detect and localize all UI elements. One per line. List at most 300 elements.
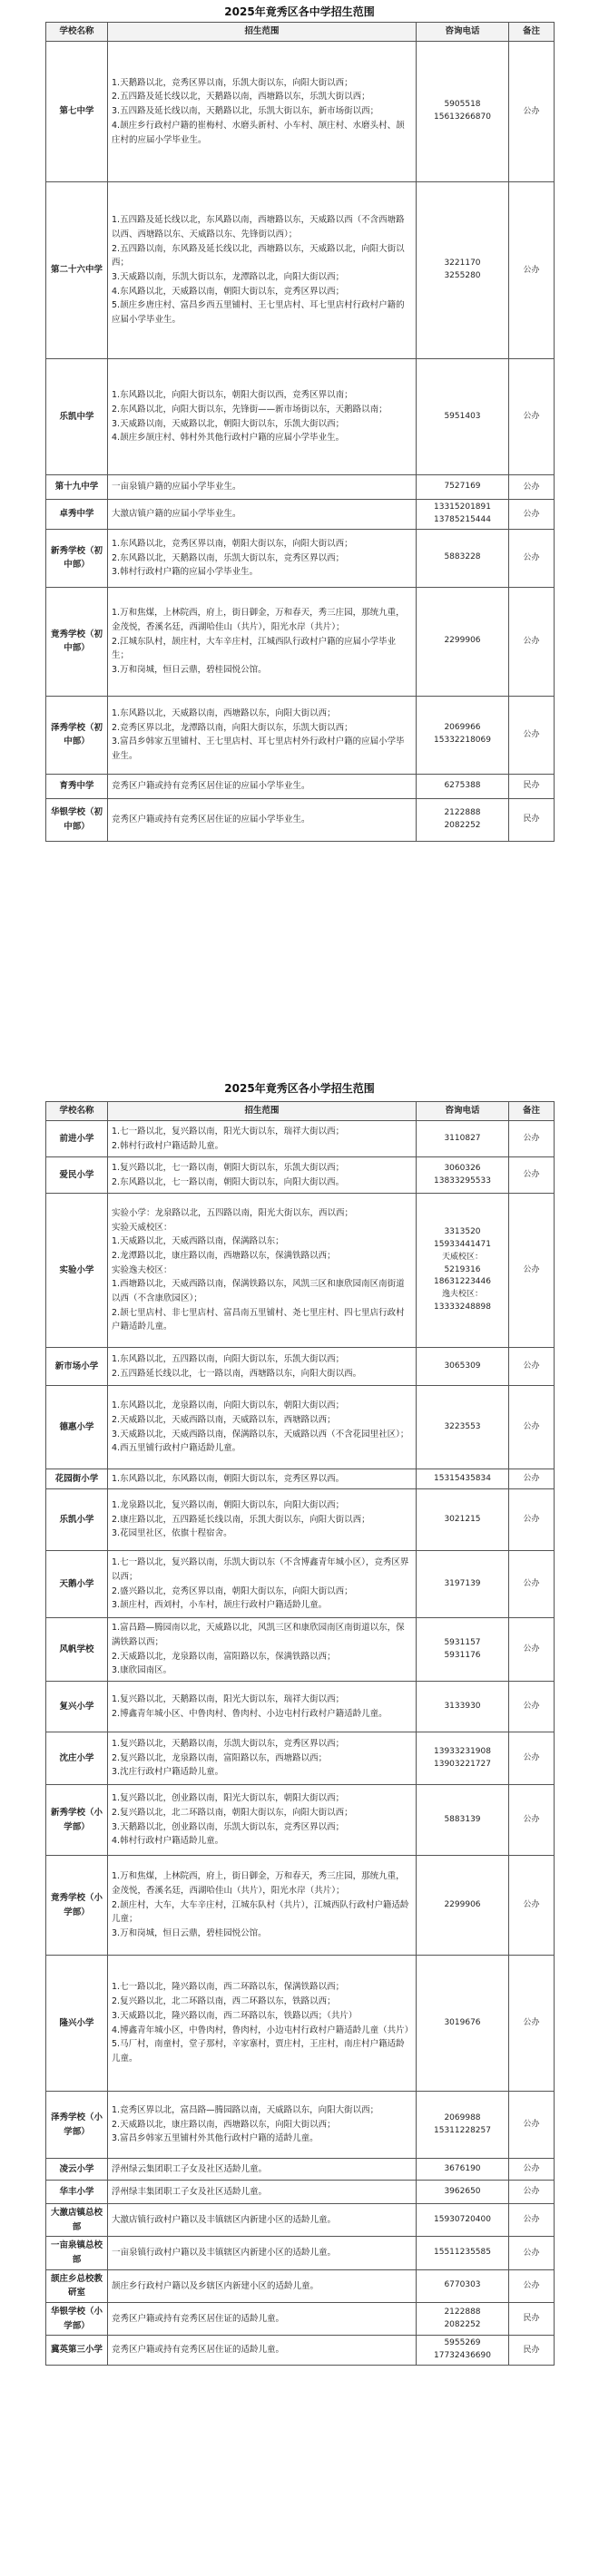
table-row [46, 587, 555, 696]
consult-phone [417, 475, 509, 500]
consult-phone [417, 1121, 509, 1157]
range-line: 2.天威路以北，天威西路以南，天威路以东，西塘路以西； [112, 1414, 336, 1425]
enrollment-range [108, 587, 417, 696]
phone-number: 6770303 [444, 2280, 481, 2290]
range-line: 2.五四路以南，东风路及延长线以北，西塘路以东，天威路以北，向阳大街以西； [112, 243, 405, 268]
range-line: 2.天威路以北，龙泉路以南，富阳路以东，保满铁路以西； [112, 1651, 336, 1662]
table-row [46, 1551, 555, 1618]
consult-phone [417, 1682, 509, 1732]
header-range: 招生范围 [108, 23, 417, 42]
table-row [46, 1386, 555, 1469]
enrollment-range [108, 1121, 417, 1157]
range-line: 2.复兴路以北，龙泉路以南，富阳路以东，西塘路以西； [112, 1752, 328, 1763]
header-school-name: 学校名称 [46, 23, 108, 42]
school-name: 泽秀学校（初中部） [46, 696, 108, 774]
school-name: 泽秀学校（小学部） [46, 2092, 108, 2159]
middle-school-title: 2025年竟秀区各中学招生范围 [224, 5, 375, 18]
school-name: 一亩泉镇总校部 [46, 2237, 108, 2269]
enrollment-range [108, 182, 417, 359]
range-line: 2.东风路以北，向阳大街以东，先锋街——新市场街以东，天鹅路以南； [112, 404, 388, 415]
consult-phone [417, 182, 509, 359]
phone-number: 13903221727 [434, 1759, 491, 1769]
school-type-note: 公办 [509, 1551, 555, 1618]
school-name: 竟秀学校（初中部） [46, 587, 108, 696]
table-row [46, 1489, 555, 1551]
table-row [46, 1956, 555, 2092]
range-line: 2.康庄路以北，五四路延长线以南，乐凯大街以东，向阳大街以西； [112, 1514, 370, 1525]
phone-number: 17732436690 [434, 2351, 491, 2361]
phone-number: 5955269 [444, 2338, 481, 2348]
enrollment-range [108, 1489, 417, 1551]
phone-number: 5905518 [444, 100, 481, 110]
phone-number: 3223553 [444, 1421, 481, 1431]
school-type-note: 公办 [509, 529, 555, 587]
phone-number: 3197139 [444, 1578, 481, 1588]
enrollment-range [108, 2159, 417, 2181]
range-line: 浮州绿丰集团职工子女及社区适龄儿童。 [112, 2186, 268, 2197]
phone-number: 5219316 [444, 1264, 481, 1274]
enrollment-range [108, 1682, 417, 1732]
school-name: 育秀中学 [46, 774, 108, 798]
school-name: 花园街小学 [46, 1469, 108, 1489]
range-line: 2.江城东队村，颉庄村，大车辛庄村，江城西队行政村户籍的应届小学毕业生； [112, 636, 397, 661]
enrollment-range [108, 359, 417, 475]
enrollment-range [108, 1732, 417, 1785]
enrollment-range [108, 1551, 417, 1618]
range-line: 1.东风路以北，东风路以南，朝阳大街以东，竞秀区界以西。 [112, 1473, 345, 1484]
school-type-note: 公办 [509, 1618, 555, 1682]
phone-number: 15933441471 [434, 1239, 491, 1249]
header-range: 招生范围 [108, 1102, 417, 1121]
table-row [46, 1785, 555, 1856]
range-line: 1.东风路以北，五四路以南，向阳大街以东，乐凯大街以西； [112, 1353, 345, 1364]
consult-phone [417, 2092, 509, 2159]
school-name: 竟秀学校（小学部） [46, 1856, 108, 1956]
phone-number: 13315201891 [434, 503, 491, 512]
school-name: 华银学校（小学部） [46, 2303, 108, 2336]
range-line: 1.五四路及延长线以北，东风路以南，西塘路以东，天威路以西（不含西塘路以西、西塘路以东、天威路以东、先锋街以西）； [112, 215, 405, 239]
phone-number: 3962650 [444, 2186, 481, 2196]
phone-number: 2122888 [444, 2307, 481, 2317]
range-line: 3.富昌乡韩家五里铺村、王七里店村、耳七里店村外行政村户籍的应届小学毕业生。 [112, 737, 405, 762]
range-line: 2.博鑫青年城小区、中鲁肉村、鲁肉村、小边屯村行政村户籍适龄儿童。 [112, 1708, 388, 1719]
enrollment-range [108, 42, 417, 182]
school-type-note: 公办 [509, 500, 555, 530]
range-line: 2.东风路以北，七一路以南，朝阳大街以东，向阳大街以西。 [112, 1176, 345, 1187]
school-type-note: 公办 [509, 1194, 555, 1348]
school-name: 第七中学 [46, 42, 108, 182]
header-phone: 咨询电话 [417, 23, 509, 42]
consult-phone [417, 1956, 509, 2092]
range-line: 2.龙潭路以北，康庄路以南，西塘路以东，保满铁路以西； [112, 1250, 336, 1261]
school-type-note: 民办 [509, 2336, 555, 2366]
school-type-note: 公办 [509, 2092, 555, 2159]
enrollment-range [108, 1348, 417, 1386]
range-line: 2.东风路以北，天鹅路以南，乐凯大街以东，竞秀区界以西； [112, 552, 345, 563]
consult-phone [417, 1348, 509, 1386]
phone-number: 2069966 [444, 723, 481, 733]
header-school-name: 学校名称 [46, 1102, 108, 1121]
range-line: 1.竞秀区界以北，富昌路—腾园路以南，天威路以东，向阳大街以西； [112, 2104, 379, 2115]
table-row [46, 696, 555, 774]
phone-number: 3676190 [444, 2163, 481, 2173]
school-name: 沈庄小学 [46, 1732, 108, 1785]
range-line: 实验天威校区： [112, 1222, 172, 1233]
phone-number: 2082252 [444, 820, 481, 830]
range-line: 4.韩村行政村户籍适龄儿童。 [112, 1836, 224, 1847]
range-line: 竞秀区户籍或持有竞秀区居住证的适龄儿童。 [112, 2313, 285, 2324]
range-line: 一亩泉镇户籍的应届小学毕业生。 [112, 482, 241, 493]
range-line: 3.颉庄村，西刘村，小车村，颉庄行政村户籍适龄儿童。 [112, 1600, 328, 1611]
range-line: 2.颉庄村，大车，大车辛庄村，江城东队村（共片），江城西队行政村户籍适龄儿童； [112, 1899, 409, 1925]
range-line: 1.富昌路—腾园南以北，天威路以北，风凯三区和康欣园南区南街道以东，保满铁路以西； [112, 1623, 405, 1647]
range-line: 3.韩村行政村户籍的应届小学毕业生。 [112, 567, 259, 578]
school-type-note: 公办 [509, 696, 555, 774]
range-line: 1.西塘路以北，天威西路以南，保满铁路以东，风凯三区和康欣园南区南街道以西（不含康欣园区）； [112, 1279, 405, 1303]
school-type-note: 公办 [509, 1348, 555, 1386]
consult-phone [417, 1469, 509, 1489]
range-line: 1.东风路以北，竞秀区界以南，朝阳大街以东，向阳大街以西； [112, 538, 353, 549]
enrollment-range [108, 2092, 417, 2159]
enrollment-range [108, 1785, 417, 1856]
school-type-note: 公办 [509, 2204, 555, 2237]
school-type-note: 公办 [509, 1121, 555, 1157]
school-type-note: 公办 [509, 1856, 555, 1956]
school-type-note: 公办 [509, 1956, 555, 2092]
range-line: 4.西五里铺行政村户籍适龄儿童。 [112, 1443, 241, 1454]
school-type-note: 公办 [509, 1469, 555, 1489]
table-row [46, 1618, 555, 1682]
phone-number: 天威校区： [441, 1252, 483, 1262]
primary-school-table [45, 1101, 555, 2366]
consult-phone [417, 1489, 509, 1551]
table-row [46, 1732, 555, 1785]
table-row [46, 2181, 555, 2204]
consult-phone [417, 2269, 509, 2302]
consult-phone [417, 2181, 509, 2204]
school-name: 大激店镇总校部 [46, 2204, 108, 2237]
range-line: 3.富昌乡韩家五里铺村外其他行政村户籍的适龄儿童。 [112, 2133, 319, 2144]
enrollment-range [108, 1856, 417, 1956]
enrollment-range [108, 1618, 417, 1682]
phone-number: 2069988 [444, 2113, 481, 2122]
range-line: 竞秀区户籍或持有竞秀区居住证的应届小学毕业生。 [112, 781, 310, 792]
range-line: 3.天鹅路以北，创业路以南，乐凯大街以东，竞秀区界以西； [112, 1821, 345, 1832]
range-line: 大激店镇行政村户籍以及丰镇辖区内新建小区的适龄儿童。 [112, 2214, 337, 2225]
range-line: 1.复兴路以北，天鹅路以南，阳光大街以东，瑞祥大街以西； [112, 1693, 345, 1704]
header-phone: 咨询电话 [417, 1102, 509, 1121]
enrollment-range [108, 529, 417, 587]
consult-phone [417, 2303, 509, 2336]
consult-phone [417, 42, 509, 182]
phone-number: 3221170 [444, 259, 481, 268]
range-line: 1.天威路以北，天威西路以南，保满路以东； [112, 1236, 284, 1247]
enrollment-range [108, 774, 417, 798]
consult-phone [417, 359, 509, 475]
school-name: 新市场小学 [46, 1348, 108, 1386]
phone-number: 5883139 [444, 1814, 481, 1824]
range-line: 一亩泉镇行政村户籍以及丰镇辖区内新建小区的适龄儿童。 [112, 2248, 337, 2259]
table-row [46, 1121, 555, 1157]
school-type-note: 公办 [509, 1489, 555, 1551]
consult-phone [417, 798, 509, 841]
range-line: 2.韩村行政村户籍适龄儿童。 [112, 1140, 224, 1151]
middle-school-table [45, 22, 555, 842]
table-row [46, 774, 555, 798]
range-line: 1.复兴路以北，天鹅路以南，乐凯大街以东，竞秀区界以西； [112, 1738, 345, 1749]
table-row [46, 1194, 555, 1348]
range-line: 3.花园里社区，依旗十程宿舍。 [112, 1528, 232, 1539]
table-row [46, 475, 555, 500]
range-line: 1.东风路以北，向阳大街以东，朝阳大街以西，竞秀区界以南； [112, 390, 353, 401]
school-type-note: 公办 [509, 587, 555, 696]
enrollment-range [108, 798, 417, 841]
range-line: 竞秀区户籍或持有竞秀区居住证的适龄儿童。 [112, 2345, 285, 2356]
range-line: 1.万和焦煤，上林院西，府上，街日御金，万和春天，秀三庄园，那统九重，金茂悦，香溪名廷，西湖哈佳山（共片），阳光水岸（共片）； [112, 608, 405, 632]
school-name: 华银学校（初中部） [46, 798, 108, 841]
consult-phone [417, 587, 509, 696]
table-row [46, 1856, 555, 1956]
range-line: 4.博鑫青年城小区，中鲁肉村，鲁肉村，小边屯村行政村户籍适龄儿童（共片） [112, 2025, 414, 2035]
phone-number: 3313520 [444, 1226, 481, 1236]
consult-phone [417, 774, 509, 798]
range-line: 3.天威路以南，天威路以北，朝阳大街以东，乐凯大街以西； [112, 418, 345, 429]
phone-number: 13333248898 [434, 1303, 491, 1312]
school-type-note: 公办 [509, 1386, 555, 1469]
range-line: 2.天威路以北，康庄路以南，西塘路以东，向阳大街以西； [112, 2119, 336, 2130]
school-type-note: 公办 [509, 1157, 555, 1194]
school-type-note: 民办 [509, 774, 555, 798]
school-name: 冀英第三小学 [46, 2336, 108, 2366]
range-line: 浮州绿云集团职工子女及社区适龄儿童。 [112, 2163, 268, 2174]
range-line: 实验逸夫校区： [112, 1264, 172, 1275]
table-row [46, 500, 555, 530]
enrollment-range [108, 1956, 417, 2092]
phone-number: 18631223446 [434, 1277, 491, 1287]
school-name: 爱民小学 [46, 1157, 108, 1194]
primary-school-title: 2025年竟秀区各小学招生范围 [224, 1082, 375, 1095]
range-line: 4.东风路以北，天威路以南，朝阳大街以东，竞秀区界以西； [112, 286, 345, 297]
range-line: 颉庄乡行政村户籍以及乡辖区内新建小区的适龄儿童。 [112, 2280, 319, 2291]
range-line: 2.复兴路以北，北二环路以南，朝阳大街以东，向阳大街以西； [112, 1807, 353, 1818]
range-line: 3.康欣园南区。 [112, 1665, 172, 1676]
enrollment-range [108, 2269, 417, 2302]
range-line: 1.七一路以北，隆兴路以南，西二环路以东，保满铁路以西； [112, 1982, 345, 1993]
phone-number: 6275388 [444, 780, 481, 790]
consult-phone [417, 2336, 509, 2366]
school-type-note: 公办 [509, 2269, 555, 2302]
consult-phone [417, 529, 509, 587]
school-name: 风帆学校 [46, 1618, 108, 1682]
school-name: 新秀学校（初中部） [46, 529, 108, 587]
phone-number: 13833295533 [434, 1176, 491, 1186]
phone-number: 3255280 [444, 271, 481, 280]
consult-phone [417, 1618, 509, 1682]
consult-phone [417, 500, 509, 530]
consult-phone [417, 2204, 509, 2237]
school-name: 实验小学 [46, 1194, 108, 1348]
phone-number: 5931157 [444, 1637, 481, 1647]
phone-number: 5951403 [444, 411, 481, 421]
table-row [46, 1348, 555, 1386]
school-type-note: 公办 [509, 359, 555, 475]
school-type-note: 公办 [509, 2237, 555, 2269]
phone-number: 2299906 [444, 636, 481, 646]
range-line: 1.复兴路以北，七一路以南，朝阳大街以东，乐凯大街以西； [112, 1162, 345, 1173]
consult-phone [417, 1732, 509, 1785]
range-line: 4.颉庄乡颉庄村、韩村外其他行政村户籍的应届小学毕业生。 [112, 433, 345, 444]
range-line: 3.五四路及延长线以南，天鹅路以北，乐凯大街以东，新市场街以西； [112, 106, 379, 117]
table-header-row [46, 23, 555, 42]
school-type-note: 公办 [509, 42, 555, 182]
range-line: 4.颉庄乡行政村户籍的崔梅村、水磨头新村、小车村、颉庄村、水磨头村、颉庄村的应届小学毕业生。 [112, 120, 405, 145]
enrollment-range [108, 2336, 417, 2366]
school-name: 乐凯中学 [46, 359, 108, 475]
table-row [46, 2269, 555, 2302]
consult-phone [417, 1194, 509, 1348]
range-line: 2.竞秀区界以北，龙潭路以南，向阳大街以东，乐凯大街以西； [112, 722, 353, 733]
table-row [46, 2092, 555, 2159]
enrollment-range [108, 2204, 417, 2237]
range-line: 2.复兴路以北，北二环路以南，西二环路以东，铁路以西； [112, 1996, 336, 2007]
enrollment-range [108, 696, 417, 774]
range-line: 3.天威路以北，天威西路以南，保满路以东，天威路以西（不含花园里社区）； [112, 1429, 409, 1439]
range-line: 5.马厂村，南童村，堂子那村，辛家寨村，贾庄村，王庄村，南庄村户籍适龄儿童。 [112, 2039, 405, 2064]
phone-number: 逸夫校区： [441, 1290, 483, 1300]
table-row [46, 798, 555, 841]
table-row [46, 2159, 555, 2181]
phone-number: 3065309 [444, 1361, 481, 1371]
range-line: 3.天威路以南，乐凯大街以东，龙潭路以北，向阳大街以西； [112, 272, 345, 282]
range-line: 2.颉七里店村、非七里店村、富昌南五里铺村、尧七里庄村、四七里店行政村户籍适龄儿童。 [112, 1307, 405, 1332]
school-type-note: 公办 [509, 475, 555, 500]
enrollment-range [108, 1386, 417, 1469]
school-type-note: 公办 [509, 1682, 555, 1732]
range-line: 1.天鹅路以北，竞秀区界以南，乐凯大街以东，向阳大街以西； [112, 77, 353, 88]
range-line: 大激店镇户籍的应届小学毕业生。 [112, 509, 241, 520]
range-line: 1.龙泉路以北，复兴路以南，朝阳大街以东，向阳大街以西； [112, 1499, 345, 1510]
consult-phone [417, 1785, 509, 1856]
enrollment-range [108, 2303, 417, 2336]
table-header-row [46, 1102, 555, 1121]
school-name: 天鹅小学 [46, 1551, 108, 1618]
consult-phone [417, 2237, 509, 2269]
table-row [46, 1157, 555, 1194]
table-row [46, 1682, 555, 1732]
enrollment-range [108, 1194, 417, 1348]
enrollment-range [108, 2181, 417, 2204]
school-name: 隆兴小学 [46, 1956, 108, 2092]
phone-number: 15930720400 [434, 2214, 491, 2224]
consult-phone [417, 1856, 509, 1956]
phone-number: 5883228 [444, 552, 481, 562]
enrollment-range [108, 1469, 417, 1489]
phone-number: 2122888 [444, 807, 481, 817]
range-line: 1.七一路以北，复兴路以南，阳光大街以东，瑞祥大街以西； [112, 1126, 345, 1137]
range-line: 1.复兴路以北，创业路以南，阳光大街以东，朝阳大街以西； [112, 1793, 345, 1804]
school-type-note: 公办 [509, 1785, 555, 1856]
range-line: 2.五四路及延长线以北，天鹅路以南，西塘路以东，乐凯大街以西； [112, 92, 370, 102]
enrollment-range [108, 1157, 417, 1194]
phone-number: 13785215444 [434, 514, 491, 524]
table-row [46, 42, 555, 182]
table-row [46, 359, 555, 475]
phone-number: 3021215 [444, 1514, 481, 1524]
consult-phone [417, 696, 509, 774]
table-row [46, 182, 555, 359]
phone-number: 15613266870 [434, 112, 491, 122]
school-name: 颉庄乡总校教研室 [46, 2269, 108, 2302]
phone-number: 15511235585 [434, 2248, 491, 2258]
school-name: 德惠小学 [46, 1386, 108, 1469]
phone-number: 15315435834 [434, 1473, 491, 1483]
school-name: 华丰小学 [46, 2181, 108, 2204]
range-line: 竞秀区户籍或持有竞秀区居住证的应届小学毕业生。 [112, 815, 310, 825]
school-type-note: 公办 [509, 2181, 555, 2204]
school-type-note: 公办 [509, 182, 555, 359]
range-line: 5.颉庄乡唐庄村、富昌乡西五里铺村、王七里店村、耳七里店村行政村户籍的应届小学毕业生。 [112, 300, 405, 326]
school-name: 乐凯小学 [46, 1489, 108, 1551]
enrollment-range [108, 2237, 417, 2269]
header-note: 备注 [509, 1102, 555, 1121]
school-name: 前进小学 [46, 1121, 108, 1157]
range-line: 实验小学：龙泉路以北，五四路以南，阳光大街以东，西以西； [112, 1207, 354, 1218]
table-row [46, 529, 555, 587]
school-name: 卓秀中学 [46, 500, 108, 530]
consult-phone [417, 1551, 509, 1618]
phone-number: 3060326 [444, 1163, 481, 1173]
table-row [46, 2204, 555, 2237]
enrollment-range [108, 475, 417, 500]
range-line: 3.万和岗城，恒日云鼎，碧桂园悦公馆。 [112, 1928, 267, 1938]
table-row [46, 2303, 555, 2336]
range-line: 2.五四路延长线以北，七一路以南，西塘路以东，向阳大街以西。 [112, 1368, 362, 1379]
phone-number: 3110827 [444, 1133, 481, 1143]
range-line: 1.东风路以北，天威路以南，西塘路以东，向阳大街以西； [112, 708, 336, 719]
range-line: 1.万和焦煤，上林院西，府上，街日御金，万和春天，秀三庄园，那统九重，金茂悦，香溪名廷，西湖哈佳山（共片），阳光水岸（共片）； [112, 1871, 405, 1896]
consult-phone [417, 2159, 509, 2181]
range-line: 3.万和岗城，恒日云鼎，碧桂园悦公馆。 [112, 664, 267, 675]
range-line: 2.盛兴路以北，竞秀区界以南，朝阳大街以东，向阳大街以西； [112, 1586, 353, 1596]
school-name: 第十九中学 [46, 475, 108, 500]
phone-number: 15311228257 [434, 2125, 491, 2135]
school-type-note: 民办 [509, 798, 555, 841]
consult-phone [417, 1157, 509, 1194]
consult-phone [417, 1386, 509, 1469]
school-name: 复兴小学 [46, 1682, 108, 1732]
school-type-note: 公办 [509, 2159, 555, 2181]
range-line: 1.东风路以北，龙泉路以南，向阳大街以东，朝阳大街以西； [112, 1400, 345, 1411]
school-name: 第二十六中学 [46, 182, 108, 359]
school-type-note: 公办 [509, 1732, 555, 1785]
range-line: 3.天威路以北，隆兴路以南，西二环路以东，铁路以西；（共片） [112, 2010, 358, 2021]
range-line: 3.沈庄行政村户籍适龄儿童。 [112, 1767, 224, 1778]
phone-number: 15332218069 [434, 736, 491, 746]
header-note: 备注 [509, 23, 555, 42]
phone-number: 5931176 [444, 1650, 481, 1660]
phone-number: 3019676 [444, 2017, 481, 2027]
table-row [46, 2237, 555, 2269]
table-row [46, 2336, 555, 2366]
enrollment-range [108, 500, 417, 530]
phone-number: 3133930 [444, 1701, 481, 1711]
phone-number: 2299906 [444, 1899, 481, 1909]
phone-number: 7527169 [444, 482, 481, 492]
range-line: 1.七一路以北，复兴路以南，乐凯大街以东（不含博鑫青年城小区），竞秀区界以西； [112, 1557, 409, 1582]
phone-number: 13933231908 [434, 1746, 491, 1756]
table-row [46, 1469, 555, 1489]
school-type-note: 民办 [509, 2303, 555, 2336]
